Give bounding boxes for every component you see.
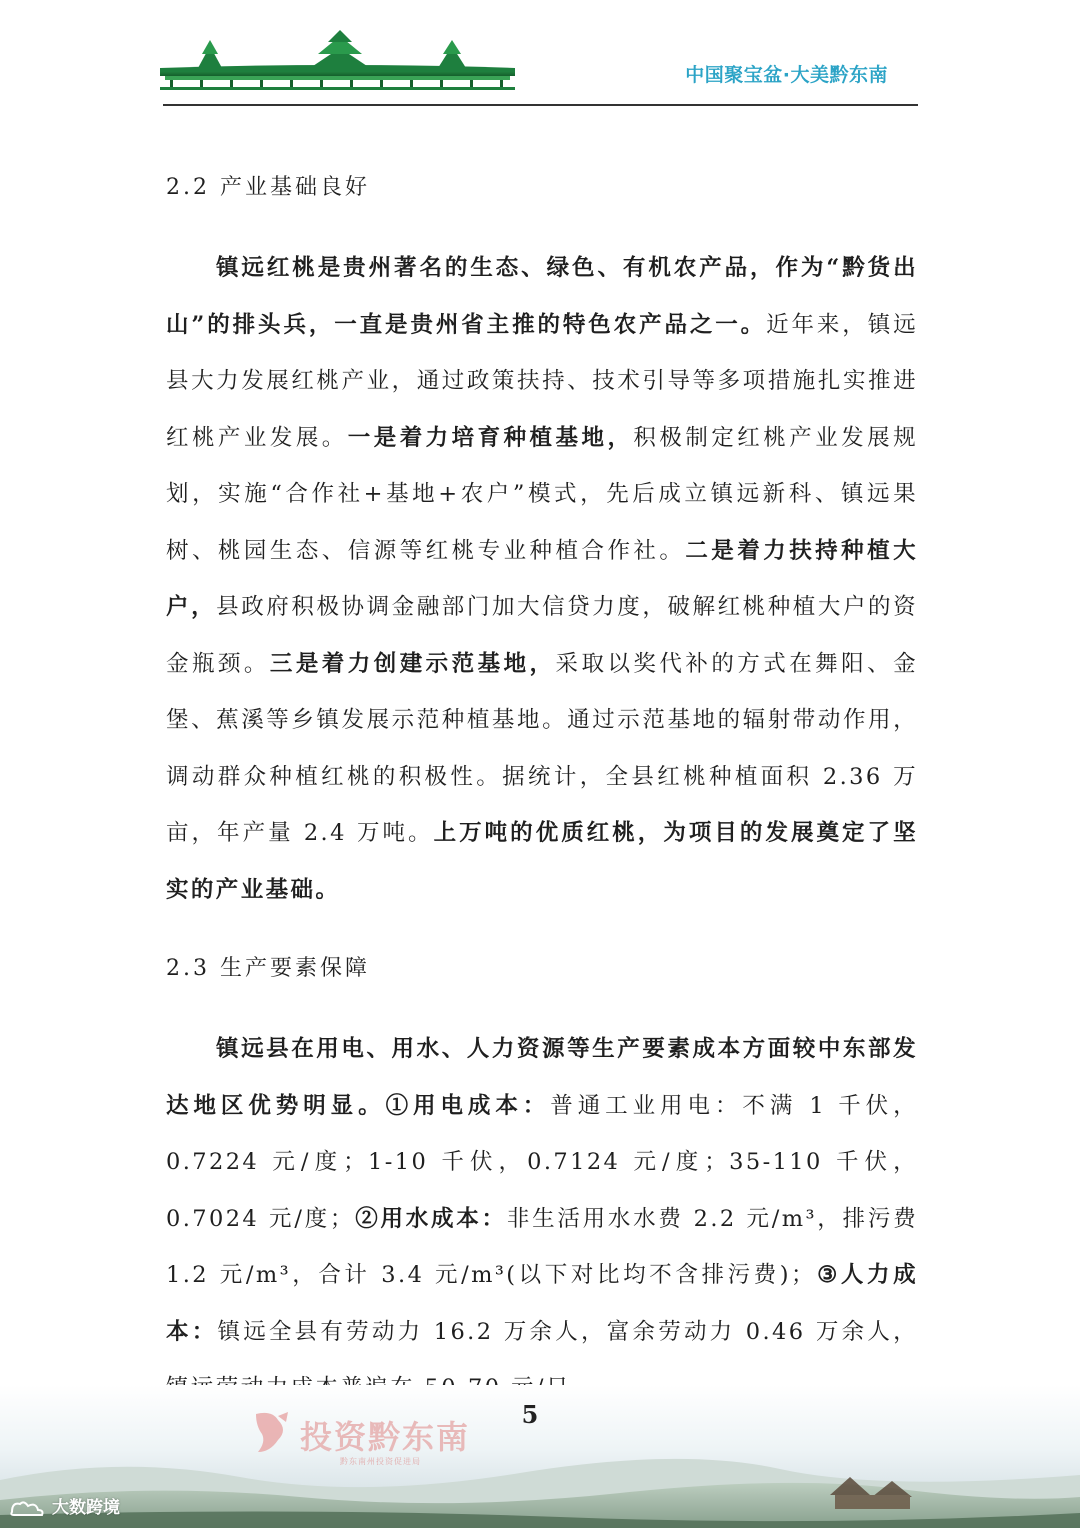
text-run: 镇远全县有劳动力 16.2 万余人，富余劳动力 0.46 万余人， xyxy=(217,1318,918,1345)
text-run: ②用水成本： xyxy=(354,1205,507,1232)
text-run: 近年来，镇远县大力发展红桃产业，通过政策扶持、技术引导等多项措施扎实推进红桃产业发展。 xyxy=(166,311,919,451)
header-pavilion-logo xyxy=(160,28,525,92)
section-2-3-paragraph xyxy=(166,1021,918,1417)
text-run: 上万吨的优质红桃，为项目的发展奠定了坚实的产业基础。 xyxy=(166,820,918,903)
header-divider xyxy=(163,104,918,106)
footer-logo-subtext: 黔东南州投资促进局 xyxy=(340,1457,421,1466)
text-run: 积极制定红桃产业发展规划，实施“合作社+基地+农户”模式，先后成立镇远新科、镇远果树、桃园生态、信源等红桃专业种植合作社。 xyxy=(166,424,918,564)
header-slogan: 中国聚宝盆·大美黔东南 xyxy=(685,64,888,86)
text-run: 普通工业用电：不满 1 千伏，0.7224 元/度；1-10 千伏，0.7124 元/度；35-110 千伏，0.7024 元/度； xyxy=(166,1092,918,1232)
footer-logo-text: 投资黔东南 xyxy=(300,1418,471,1456)
footer-logo-seal xyxy=(248,1408,296,1458)
text-run: 镇远红桃是贵州著名的生态、绿色、有机农产品，作为“黔货出山”的排头兵，一直是贵州省主推的特色农产品之一。 xyxy=(166,255,918,338)
watermark-logo-icon xyxy=(8,1498,48,1518)
text-run: 三是着力创建示范基地， xyxy=(269,650,556,677)
section-heading-2-2: 2.2 产业基础良好 xyxy=(166,175,370,200)
section-heading-2-3: 2.3 生产要素保障 xyxy=(166,956,370,981)
document-body xyxy=(166,160,918,1417)
text-run: 采取以奖代补的方式在舞阳、金堡、蕉溪等乡镇发展示范种植基地。通过示范基地的辐射带动作用，调动群众种植红桃的积极性。据统计，全县红桃种植面积 2.36 万亩，年产量 2.4 万吨。 xyxy=(166,650,918,846)
text-run: 二是着力扶持种植大户， xyxy=(166,537,918,620)
page-number: 5 xyxy=(521,1400,539,1429)
watermark xyxy=(8,1493,120,1518)
text-run: 一是着力培育种植基地， xyxy=(347,424,634,451)
text-run: 镇远县在用电、用水、人力资源等生产要素成本方面较中东部发达地区优势明显。①用电成本： xyxy=(166,1036,918,1119)
text-run: 县政府积极协调金融部门加大信贷力度，破解红桃种植大户的资金瓶颈。 xyxy=(166,594,918,677)
text-run: ③人力成本： xyxy=(166,1262,918,1345)
section-2-2-paragraph xyxy=(166,240,918,918)
watermark-text: 大数跨境 xyxy=(52,1498,120,1518)
text-run: 非生活用水水费 2.2 元/m³，排污费 1.2 元/m³，合计 3.4 元/m³(以下对比均不含排污费)； xyxy=(166,1205,918,1288)
